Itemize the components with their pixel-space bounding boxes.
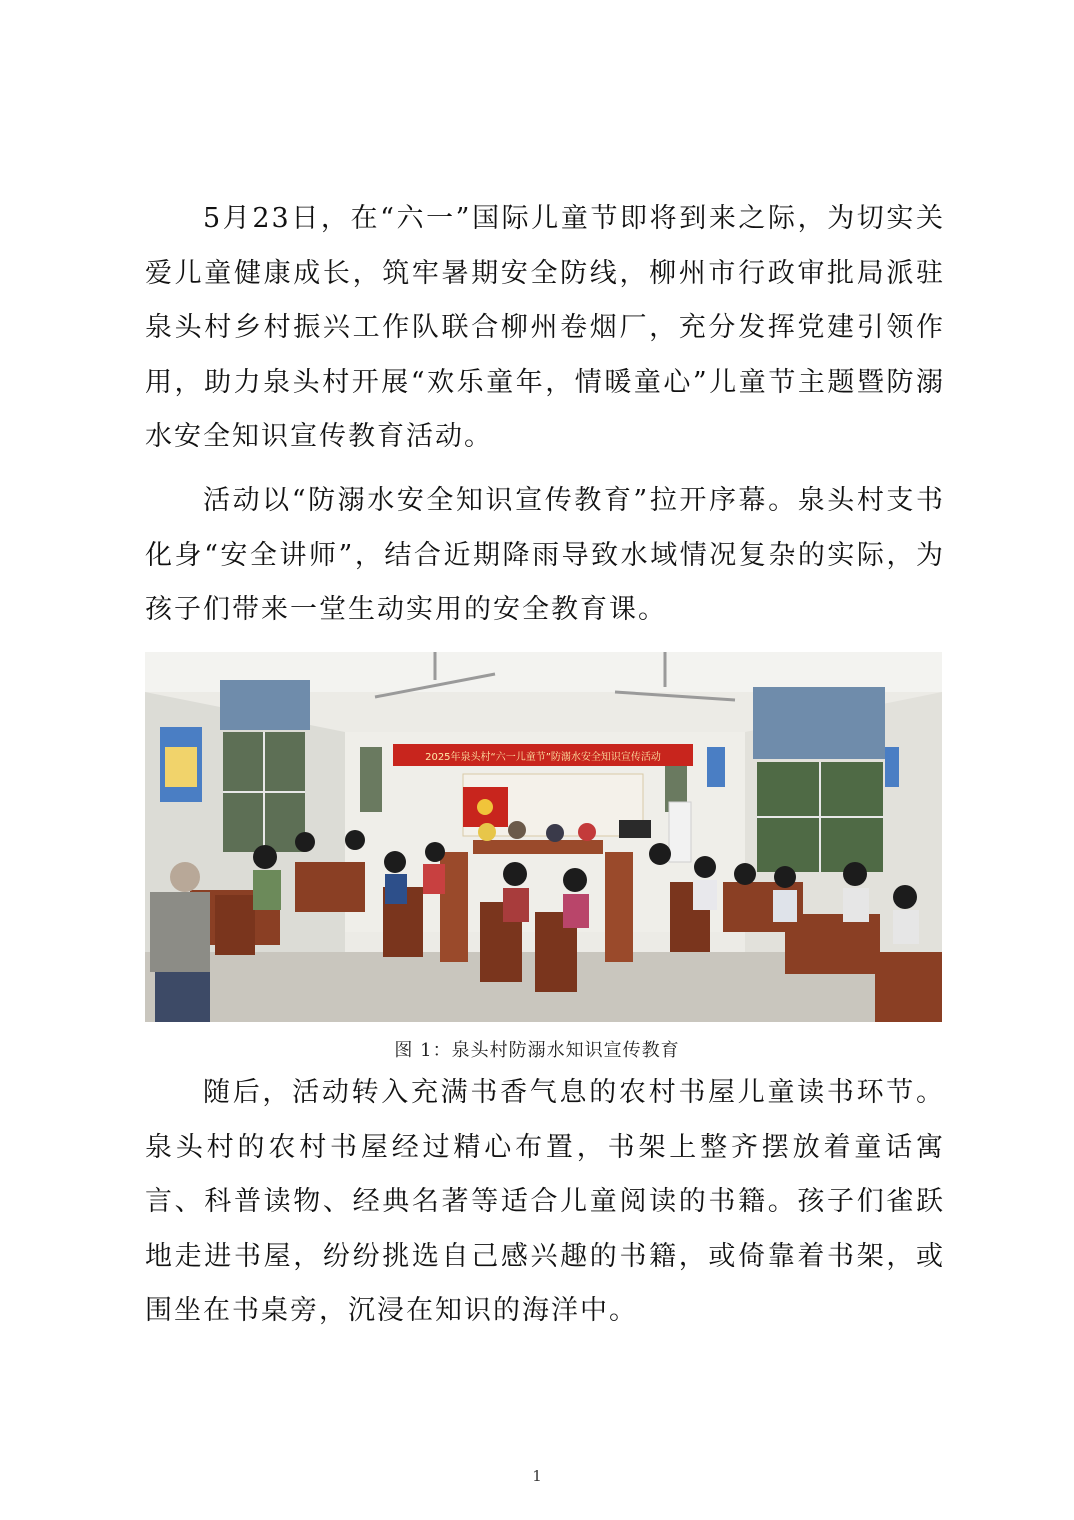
page-number: 1 (532, 1467, 542, 1485)
paragraph-1: 5月23日，在“六一”国际儿童节即将到来之际，为切实关爱儿童健康成长，筑牢暑期安全防线，柳州市行政审批局派驻泉头村乡村振兴工作队联合柳州卷烟厂，充分发挥党建引领作用，助力泉头村开展“欢乐童年，情暖童心”儿童节主题暨防溺水安全知识宣传教育活动。 (145, 203, 945, 452)
banner-text: 2025年泉头村“六一儿童节”防溺水安全知识宣传活动 (425, 752, 661, 763)
paragraph-2: 活动以“防溺水安全知识宣传教育”拉开序幕。泉头村支书化身“安全讲师”，结合近期降雨导致水域情况复杂的实际，为孩子们带来一堂生动实用的安全教育课。 (145, 485, 945, 625)
figure-photo-classroom (145, 652, 942, 1022)
paragraph-3: 随后，活动转入充满书香气息的农村书屋儿童读书环节。泉头村的农村书屋经过精心布置，书架上整齐摆放着童话寓言、科普读物、经典名著等适合儿童阅读的书籍。孩子们雀跃地走进书屋，纷纷挑选自己感兴趣的书籍，或倚靠着书架，或围坐在书桌旁，沉浸在知识的海洋中。 (145, 1077, 945, 1326)
figure-caption: 图 1：泉头村防溺水知识宣传教育 (394, 1040, 680, 1061)
